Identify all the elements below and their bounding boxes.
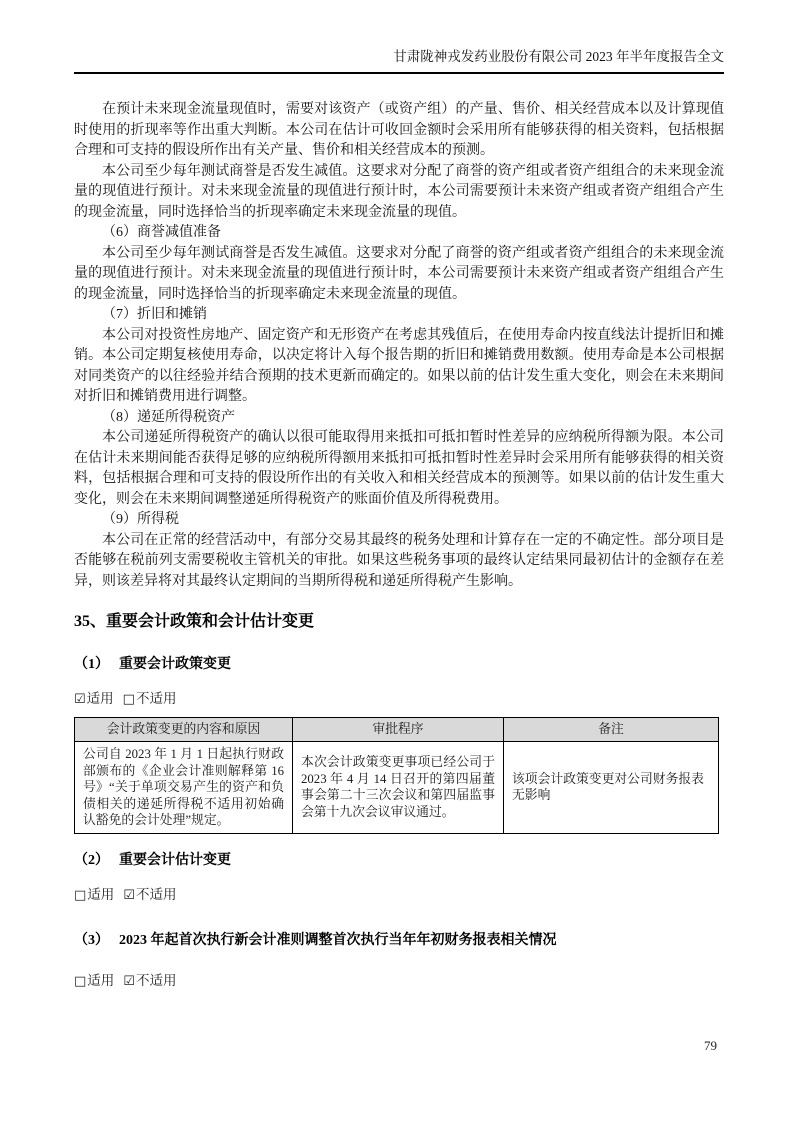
table-header-content-reason: 会计政策变更的内容和原因 bbox=[75, 718, 293, 742]
subsection-2-number: （2） bbox=[74, 852, 109, 868]
table-header-remarks: 备注 bbox=[504, 718, 719, 742]
checkbox-unchecked-icon: □ bbox=[74, 887, 87, 903]
checkbox-applicable bbox=[74, 887, 114, 902]
checkbox-not-applicable bbox=[123, 691, 177, 706]
section-35-heading: 35、重要会计政策和会计估计变更 bbox=[74, 613, 315, 630]
header-title: 甘肃陇神戎发药业股份有限公司 2023 年半年度报告全文 bbox=[393, 49, 724, 64]
cell-approval-procedure: 本次会计政策变更事项已经公司于 2023 年 4 月 14 日召开的第四届董事会第二十三次会议和第四届监事会第十九次会议审议通过。 bbox=[293, 742, 504, 834]
table-header-approval-procedure: 审批程序 bbox=[293, 718, 504, 742]
subsection-2-heading bbox=[74, 852, 724, 870]
subsection-3-number: （3） bbox=[74, 932, 109, 948]
paragraph-deferred-tax: 本公司递延所得税资产的确认以很可能取得用来抵扣可抵扣暂时性差异的应纳税所得额为限。本公司在估计未来期间能否获得足够的应纳税所得额用来抵扣可抵扣暂时性差异时会采用所有能够获得的相关资料，包括根据合理和可支持的假设所作出的有关收入和相关经营成本的预测等。如果以前的估计发生重大变化，则会在未来期间调整递延所得税资产的账面价值及所得税费用。 bbox=[74, 430, 724, 507]
checkbox-not-applicable bbox=[123, 973, 176, 988]
subsection-2-title: 重要会计估计变更 bbox=[119, 852, 231, 868]
checkbox-applicable-label: 适用 bbox=[87, 886, 115, 902]
page-number: 79 bbox=[704, 1038, 717, 1053]
applicability-line-2 bbox=[74, 886, 724, 904]
checkbox-applicable bbox=[74, 691, 114, 706]
item-heading-6-goodwill-impairment: （6）商誉减值准备 bbox=[102, 225, 221, 240]
paragraph-goodwill-test: 本公司至少每年测试商誉是否发生减值。这要求对分配了商誉的资产组或者资产组组合的未来现金流量的现值进行预计。对未来现金流量的现值进行预计时，本公司需要预计未来资产组或者资产组组合产生的现金流量，同时选择恰当的折现率确定未来现金流量的现值。 bbox=[74, 163, 724, 220]
cell-change-content: 公司自 2023 年 1 月 1 日起执行财政部颁布的《企业会计准则解释第 16 号》“关于单项交易产生的资产和负债相关的递延所得税不适用初始确认豁免的会计处理”规定。 bbox=[75, 742, 293, 834]
applicability-line-1 bbox=[74, 690, 724, 708]
subsection-1-title: 重要会计政策变更 bbox=[119, 657, 231, 672]
paragraph-income-tax: 本公司在正常的经营活动中，有部分交易其最终的税务处理和计算存在一定的不确定性。部分项目是否能够在税前列支需要税收主管机关的审批。如果这些税务事项的最终认定结果同最初估计的金额存在差异，则该差异将对其最终认定期间的当期所得税和递延所得税产生影响。 bbox=[74, 532, 724, 589]
subsection-3-title: 2023 年起首次执行新会计准则调整首次执行当年年初财务报表相关情况 bbox=[119, 932, 557, 948]
item-heading-9-income-tax: （9）所得税 bbox=[102, 512, 179, 527]
accounting-policy-change-table bbox=[74, 717, 719, 834]
applicability-line-3 bbox=[74, 972, 724, 990]
checkbox-not-applicable-label: 不适用 bbox=[135, 691, 177, 706]
page-content bbox=[74, 100, 724, 990]
subsection-1-number: （1） bbox=[74, 657, 109, 672]
checkbox-not-applicable-label: 不适用 bbox=[135, 886, 177, 902]
checkbox-unchecked-icon: □ bbox=[122, 692, 135, 707]
item-heading-8-deferred-tax: （8）递延所得税资产 bbox=[102, 409, 235, 425]
table-row bbox=[75, 742, 719, 834]
checkbox-not-applicable-label: 不适用 bbox=[135, 972, 177, 988]
checkbox-checked-icon: ☑ bbox=[123, 887, 135, 903]
checkbox-checked-icon: ☑ bbox=[123, 973, 135, 989]
paragraph-depreciation: 本公司对投资性房地产、固定资产和无形资产在考虑其残值后，在使用寿命内按直线法计提折旧和摊销。本公司定期复核使用寿命，以决定将计入每个报告期的折旧和摊销费用数额。使用寿命是本公司根据对同类资产的以往经验并结合预期的技术更新而确定的。如果以前的估计发生重大变化，则会在未来期间对折旧和摊销费用进行调整。 bbox=[74, 327, 724, 404]
subsection-1-heading bbox=[74, 656, 724, 674]
paragraph-goodwill-test-repeat: 本公司至少每年测试商誉是否发生减值。这要求对分配了商誉的资产组或者资产组组合的未来现金流量的现值进行预计。对未来现金流量的现值进行预计时，本公司需要预计未来资产组或者资产组组合产生的现金流量，同时选择恰当的折现率确定未来现金流量的现值。 bbox=[74, 245, 724, 302]
page-header bbox=[74, 0, 724, 74]
checkbox-not-applicable bbox=[123, 887, 176, 902]
checkbox-applicable-label: 适用 bbox=[87, 972, 115, 988]
table-header-row bbox=[75, 718, 719, 742]
checkbox-applicable-label: 适用 bbox=[86, 691, 114, 706]
checkbox-applicable bbox=[74, 973, 114, 988]
checkbox-checked-icon: ☑ bbox=[74, 692, 86, 707]
item-heading-7-depreciation: （7）折旧和摊销 bbox=[102, 307, 207, 322]
checkbox-unchecked-icon: □ bbox=[74, 973, 87, 989]
subsection-3-heading bbox=[74, 932, 724, 950]
cell-remarks: 该项会计政策变更对公司财务报表无影响 bbox=[504, 742, 719, 834]
body-text-flow bbox=[74, 100, 724, 592]
paragraph-discount-judgement: 在预计未来现金流量现值时，需要对该资产（或资产组）的产量、售价、相关经营成本以及计算现值时使用的折现率等作出重大判断。本公司在估计可收回金额时会采用所有能够获得的相关资料，包括根据合理和可支持的假设所作出有关产量、售价和相关经营成本的预测。 bbox=[74, 102, 724, 158]
